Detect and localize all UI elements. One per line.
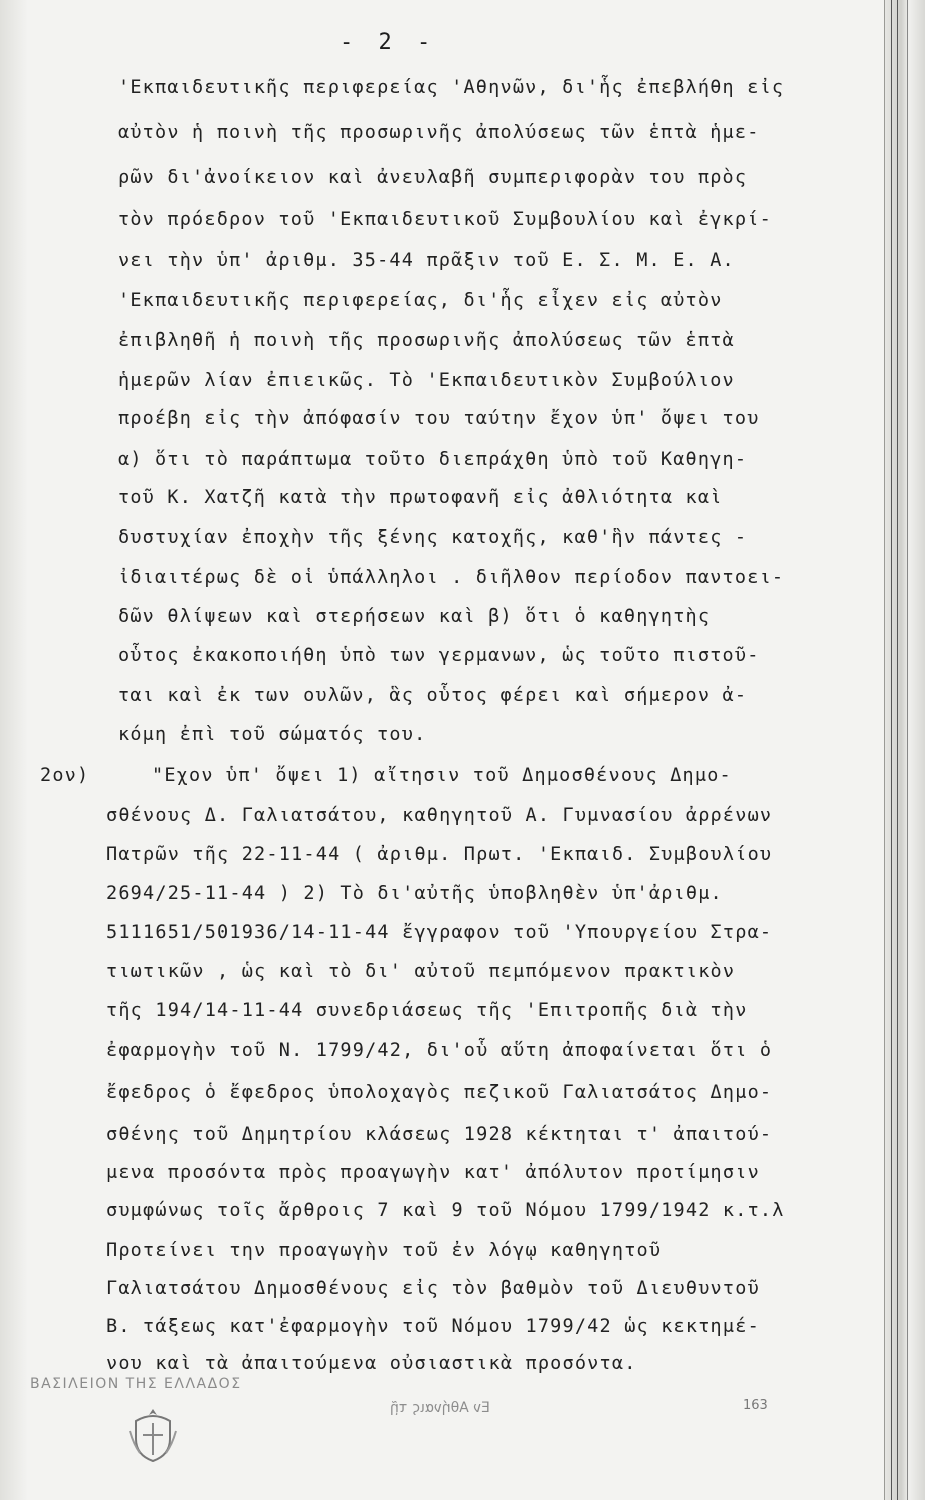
text-line: σθένους Δ. Γαλιατσάτου, καθηγητοῦ Α. Γυμνασίου ἀρρένων bbox=[106, 805, 773, 826]
binding-rule bbox=[891, 0, 892, 1500]
text-line: δῶν θλίψεων καὶ στερήσεων καὶ β) ὅτι ὁ καθηγητὴς bbox=[118, 606, 711, 627]
text-line: 'Εκπαιδευτικῆς περιφερείας 'Αθηνῶν, δι'ἧς ἐπεβλήθη εἰς bbox=[118, 77, 785, 98]
page-edge-shadow bbox=[0, 0, 28, 1500]
book-binding bbox=[884, 0, 925, 1500]
text-line: μενα προσόντα πρὸς προαγωγὴν κατ' ἀπόλυτον προτίμησιν bbox=[106, 1162, 760, 1183]
text-line: Β. τάξεως κατ'ἐφαρμογὴν τοῦ Νόμου 1799/42 ὡς κεκτημέ- bbox=[106, 1316, 760, 1337]
text-line: Πατρῶν τῆς 22-11-44 ( ἀριθμ. Πρωτ. 'Εκπαιδ. Συμβουλίου bbox=[106, 844, 773, 865]
text-line: Προτείνει την προαγωγὴν τοῦ ἐν λόγῳ καθηγητοῦ bbox=[106, 1240, 662, 1261]
folio-number: 163 bbox=[743, 1398, 768, 1413]
text-line: συμφώνως τοῖς ἄρθροις 7 καὶ 9 τοῦ Νόμου 1799/1942 κ.τ.λ bbox=[106, 1200, 785, 1221]
text-line: ται καὶ ἐκ των ουλῶν, ἃς οὗτος φέρει καὶ σήμερον ἀ- bbox=[118, 685, 748, 706]
item-number: 2ον) bbox=[40, 765, 90, 786]
text-line: "Εχον ὑπ' ὄψει 1) αἴτησιν τοῦ Δημοσθένους Δημο- bbox=[152, 765, 732, 786]
text-line: σθένης τοῦ Δημητρίου κλάσεως 1928 κέκτηται τ' ἀπαιτού- bbox=[106, 1124, 773, 1145]
bleed-through-text: Εν Αθήναις τῇ bbox=[390, 1400, 490, 1416]
coat-of-arms-icon bbox=[126, 1405, 180, 1465]
text-line: προέβη εἰς τὴν ἀπόφασίν του ταύτην ἔχον ὑπ' ὄψει του bbox=[118, 408, 760, 429]
text-line: ρῶν δι'ἀνοίκειον καὶ ἀνευλαβῆ συμπεριφορὰν του πρὸς bbox=[118, 167, 748, 188]
text-line: ἡμερῶν λίαν ἐπιεικῶς. Τὸ 'Εκπαιδευτικὸν Συμβούλιον bbox=[118, 370, 735, 391]
text-line: αὐτὸν ἡ ποινὴ τῆς προσωρινῆς ἀπολύσεως τῶν ἑπτὰ ἡμε- bbox=[118, 122, 760, 143]
text-line: τιωτικῶν , ὡς καὶ τὸ δι' αὐτοῦ πεμπόμενον πρακτικὸν bbox=[106, 961, 736, 982]
text-line: ἐφαρμογὴν τοῦ Ν. 1799/42, δι'οὗ αὕτη ἀποφαίνεται ὅτι ὁ bbox=[106, 1040, 773, 1061]
text-line: τὸν πρόεδρον τοῦ 'Εκπαιδευτικοῦ Συμβουλίου καὶ ἐγκρί- bbox=[118, 209, 772, 230]
kingdom-stamp-text: ΒΑΣΙΛΕΙΟΝ ΤΗΣ ΕΛΛΑΔΟΣ bbox=[30, 1376, 242, 1392]
text-line: δυστυχίαν ἐποχὴν τῆς ξένης κατοχῆς, καθ'ἣν πάντες - bbox=[118, 527, 748, 548]
text-line: νει τὴν ὑπ' ἀριθμ. 35-44 πρᾶξιν τοῦ Ε. Σ. Μ. Ε. Α. bbox=[118, 250, 735, 271]
text-line: ἔφεδρος ὁ ἔφεδρος ὑπολοχαγὸς πεζικοῦ Γαλιατσάτος Δημο- bbox=[106, 1082, 773, 1103]
text-line: τῆς 194/14-11-44 συνεδριάσεως τῆς 'Επιτροπῆς διὰ τὴν bbox=[106, 1000, 748, 1021]
text-line: 'Εκπαιδευτικῆς περιφερείας, δι'ἧς εἶχεν εἰς αὐτὸν bbox=[118, 290, 723, 311]
text-line: κόμη ἐπὶ τοῦ σώματός του. bbox=[118, 724, 427, 745]
text-line: νου καὶ τὰ ἀπαιτούμενα οὐσιαστικὰ προσόντα. bbox=[106, 1353, 637, 1374]
text-line: 5111651/501936/14-11-44 ἔγγραφον τοῦ 'Υπουργείου Στρα- bbox=[106, 922, 773, 943]
text-line: ἰδιαιτέρως δὲ οἱ ὑπάλληλοι . διῆλθον περίοδον παντοει- bbox=[118, 567, 785, 588]
binding-rule bbox=[907, 0, 908, 1500]
text-line: α) ὅτι τὸ παράπτωμα τοῦτο διεπράχθη ὑπὸ τοῦ Καθηγη- bbox=[118, 449, 748, 470]
text-line: 2694/25-11-44 ) 2) Τὸ δι'αὐτῆς ὑποβληθὲν ὑπ'ἀριθμ. bbox=[106, 883, 723, 904]
text-line: οὗτος ἐκακοποιήθη ὑπὸ των γερμανων, ὡς τοῦτο πιστοῦ- bbox=[118, 645, 760, 666]
text-line: τοῦ Κ. Χατζῆ κατὰ τὴν πρωτοφανῆ εἰς ἀθλιότητα καὶ bbox=[118, 487, 723, 508]
binding-rule bbox=[897, 0, 898, 1500]
text-line: ἐπιβληθῆ ἡ ποινὴ τῆς προσωρινῆς ἀπολύσεως τῶν ἑπτὰ bbox=[118, 330, 735, 351]
page-number: - 2 - bbox=[340, 30, 437, 55]
text-line: Γαλιατσάτου Δημοσθένους εἰς τὸν βαθμὸν τοῦ Διευθυντοῦ bbox=[106, 1278, 760, 1299]
